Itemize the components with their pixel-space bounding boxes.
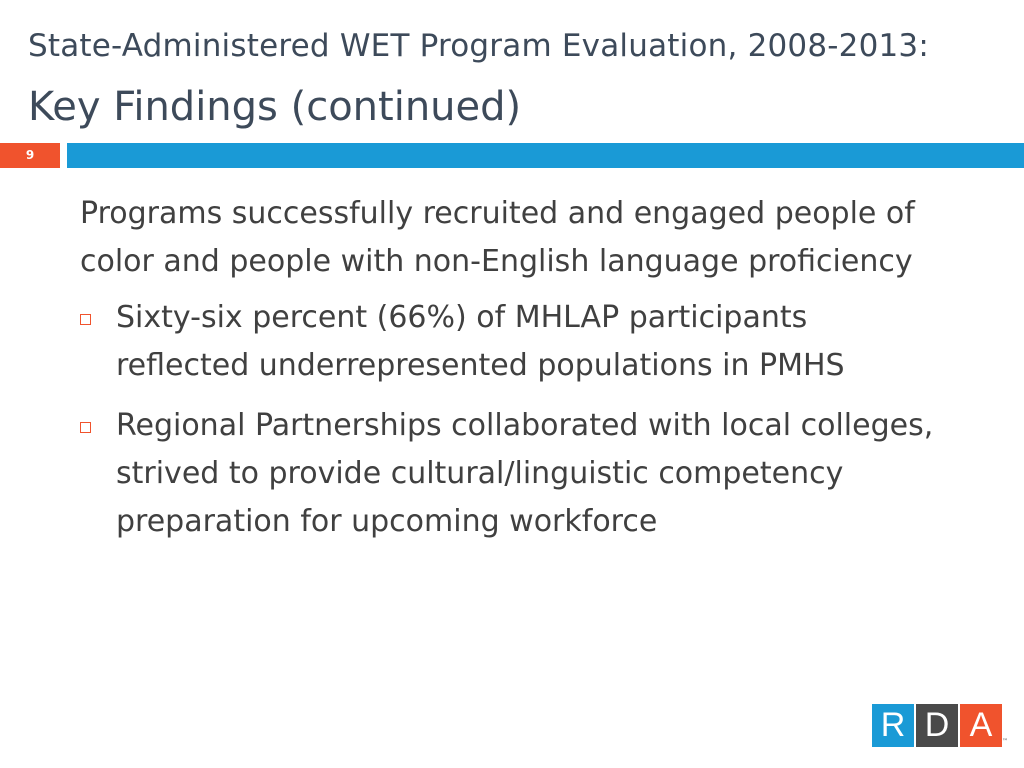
bullet-list [80,294,980,546]
logo-letter-d: D [916,704,958,747]
bullet-text: Sixty-six percent (66%) of MHLAP participants reflected underrepresented populations in PMHS [116,300,845,383]
bullet-item [80,402,936,546]
slide-title-line-2: Key Findings (continued) [28,84,522,130]
bullet-item [80,294,936,390]
rda-logo [872,704,1002,747]
slide-body [80,190,980,558]
square-bullet-icon [80,314,91,325]
slide-number: 9 [0,143,60,168]
logo-letter-r: R [872,704,914,747]
bullet-text: Regional Partnerships collaborated with local colleges, strived to provide cultural/linguistic competency preparation for upcoming workforce [116,408,934,539]
main-point: Programs successfully recruited and engaged people of color and people with non-English language proficiency [80,196,915,279]
square-bullet-icon [80,422,91,433]
header-divider-bar [67,143,1024,168]
slide-title-line-1: State-Administered WET Program Evaluation, 2008-2013: [28,28,929,64]
logo-letter-a: A [960,704,1002,747]
trademark-mark: ™ [1002,738,1008,745]
